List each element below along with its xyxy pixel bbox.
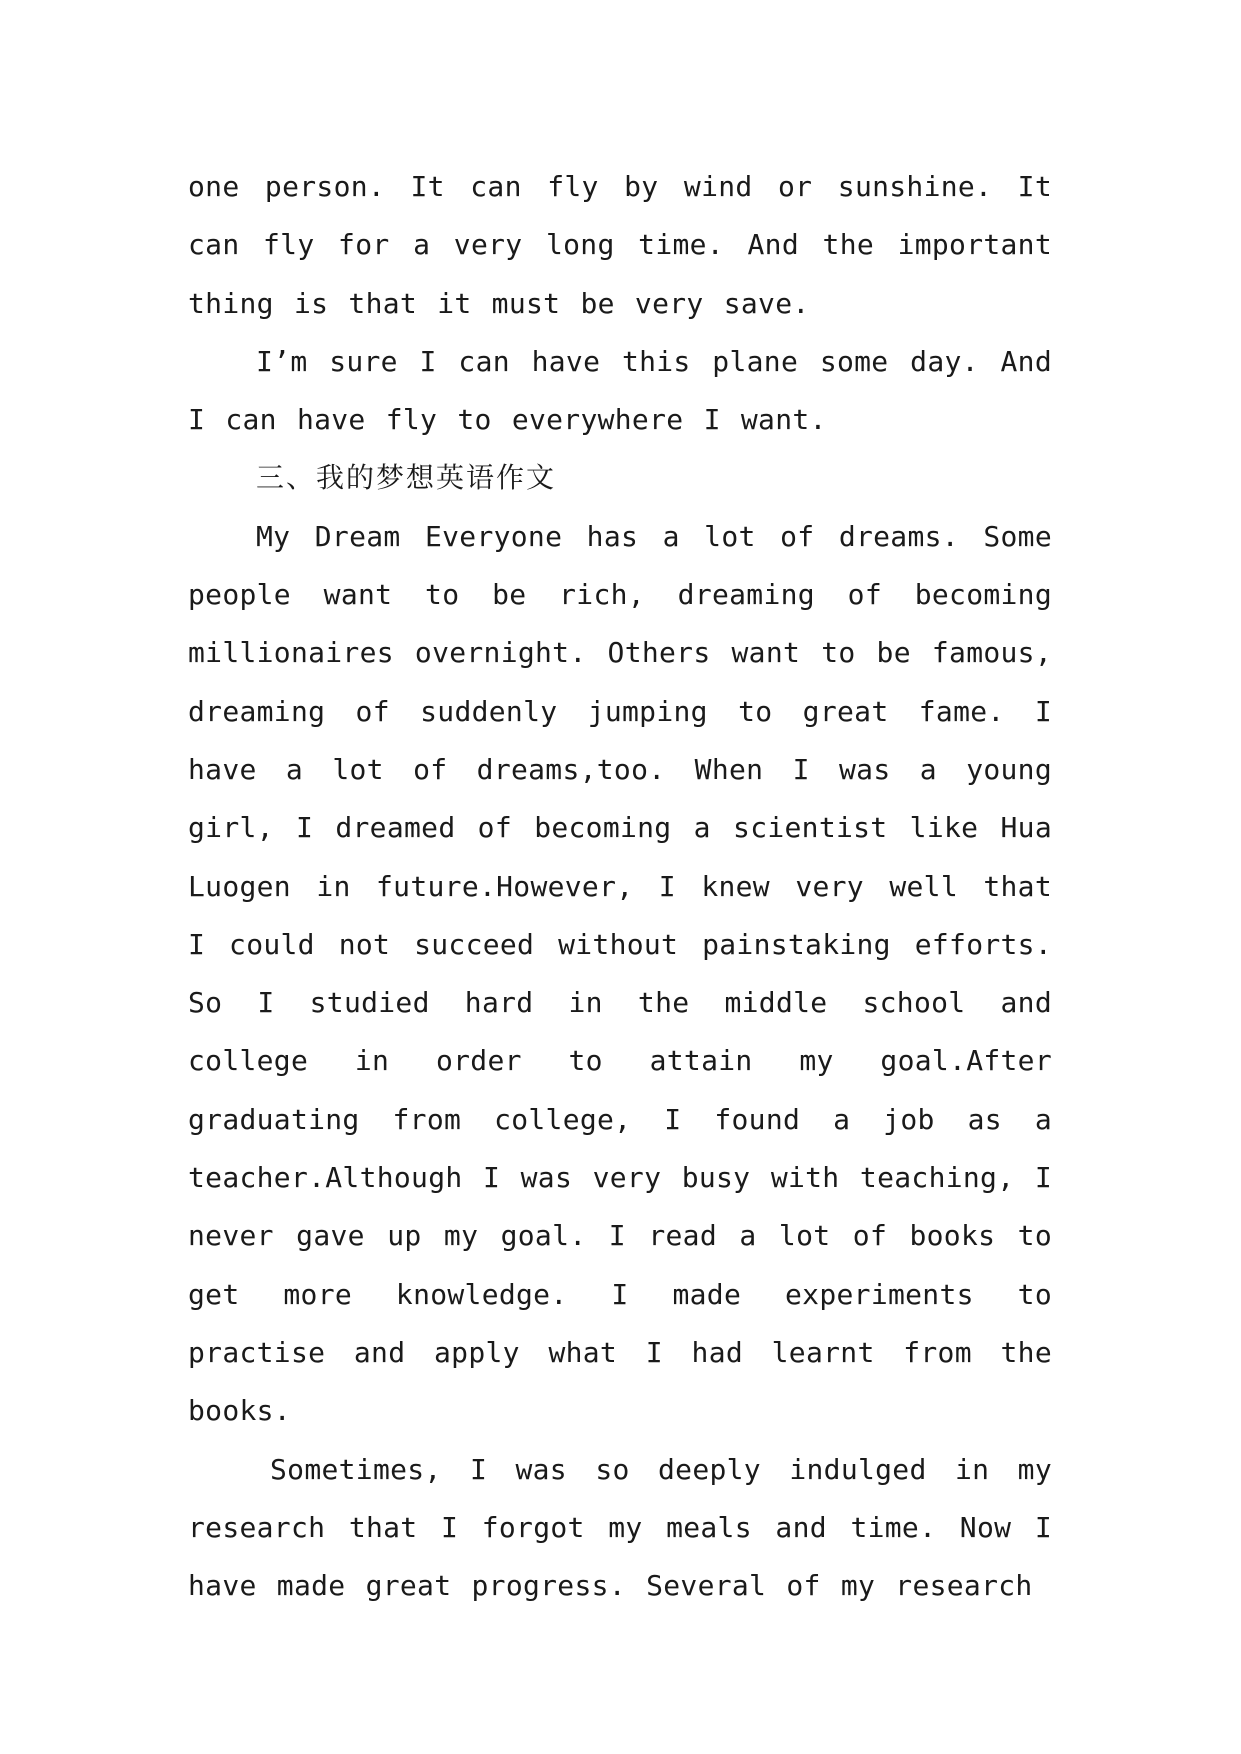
paragraph-my-dream-intro: My Dream Everyone has a lot of dreams. Some people want to be rich, dreaming of becoming millionaires overnight. Others want to be famous, dreaming of suddenly jumping to great fame. I have a lot of dreams,too. When I was a young girl, I dreamed of becoming a scientist like Hua Luogen in future.However, I knew very well that I could not succeed without painstaking efforts. So I studied hard in the middle school and college in order to attain my goal.After graduating from college, I found a job as a teacher.Although I was very busy with teaching, I never gave up my goal. I read a lot of books to get more knowledge. I made experiments to practise and apply what I had learnt from the books. <box>188 519 1052 1428</box>
document-body <box>188 158 1052 1615</box>
paragraph-research: Sometimes, I was so deeply indulged in my research that I forgot my meals and time. Now I have made great progress. Several of my research <box>188 1452 1052 1603</box>
paragraph-plane-description: one person. It can fly by wind or sunshine. It can fly for a very long time. And the important thing is that it must be very save. <box>188 170 1052 320</box>
paragraph-plane-hope: I’m sure I can have this plane some day. And I can have fly to everywhere I want. <box>188 344 1052 437</box>
section-heading-my-dream: 三、我的梦想英语作文 <box>256 461 557 495</box>
